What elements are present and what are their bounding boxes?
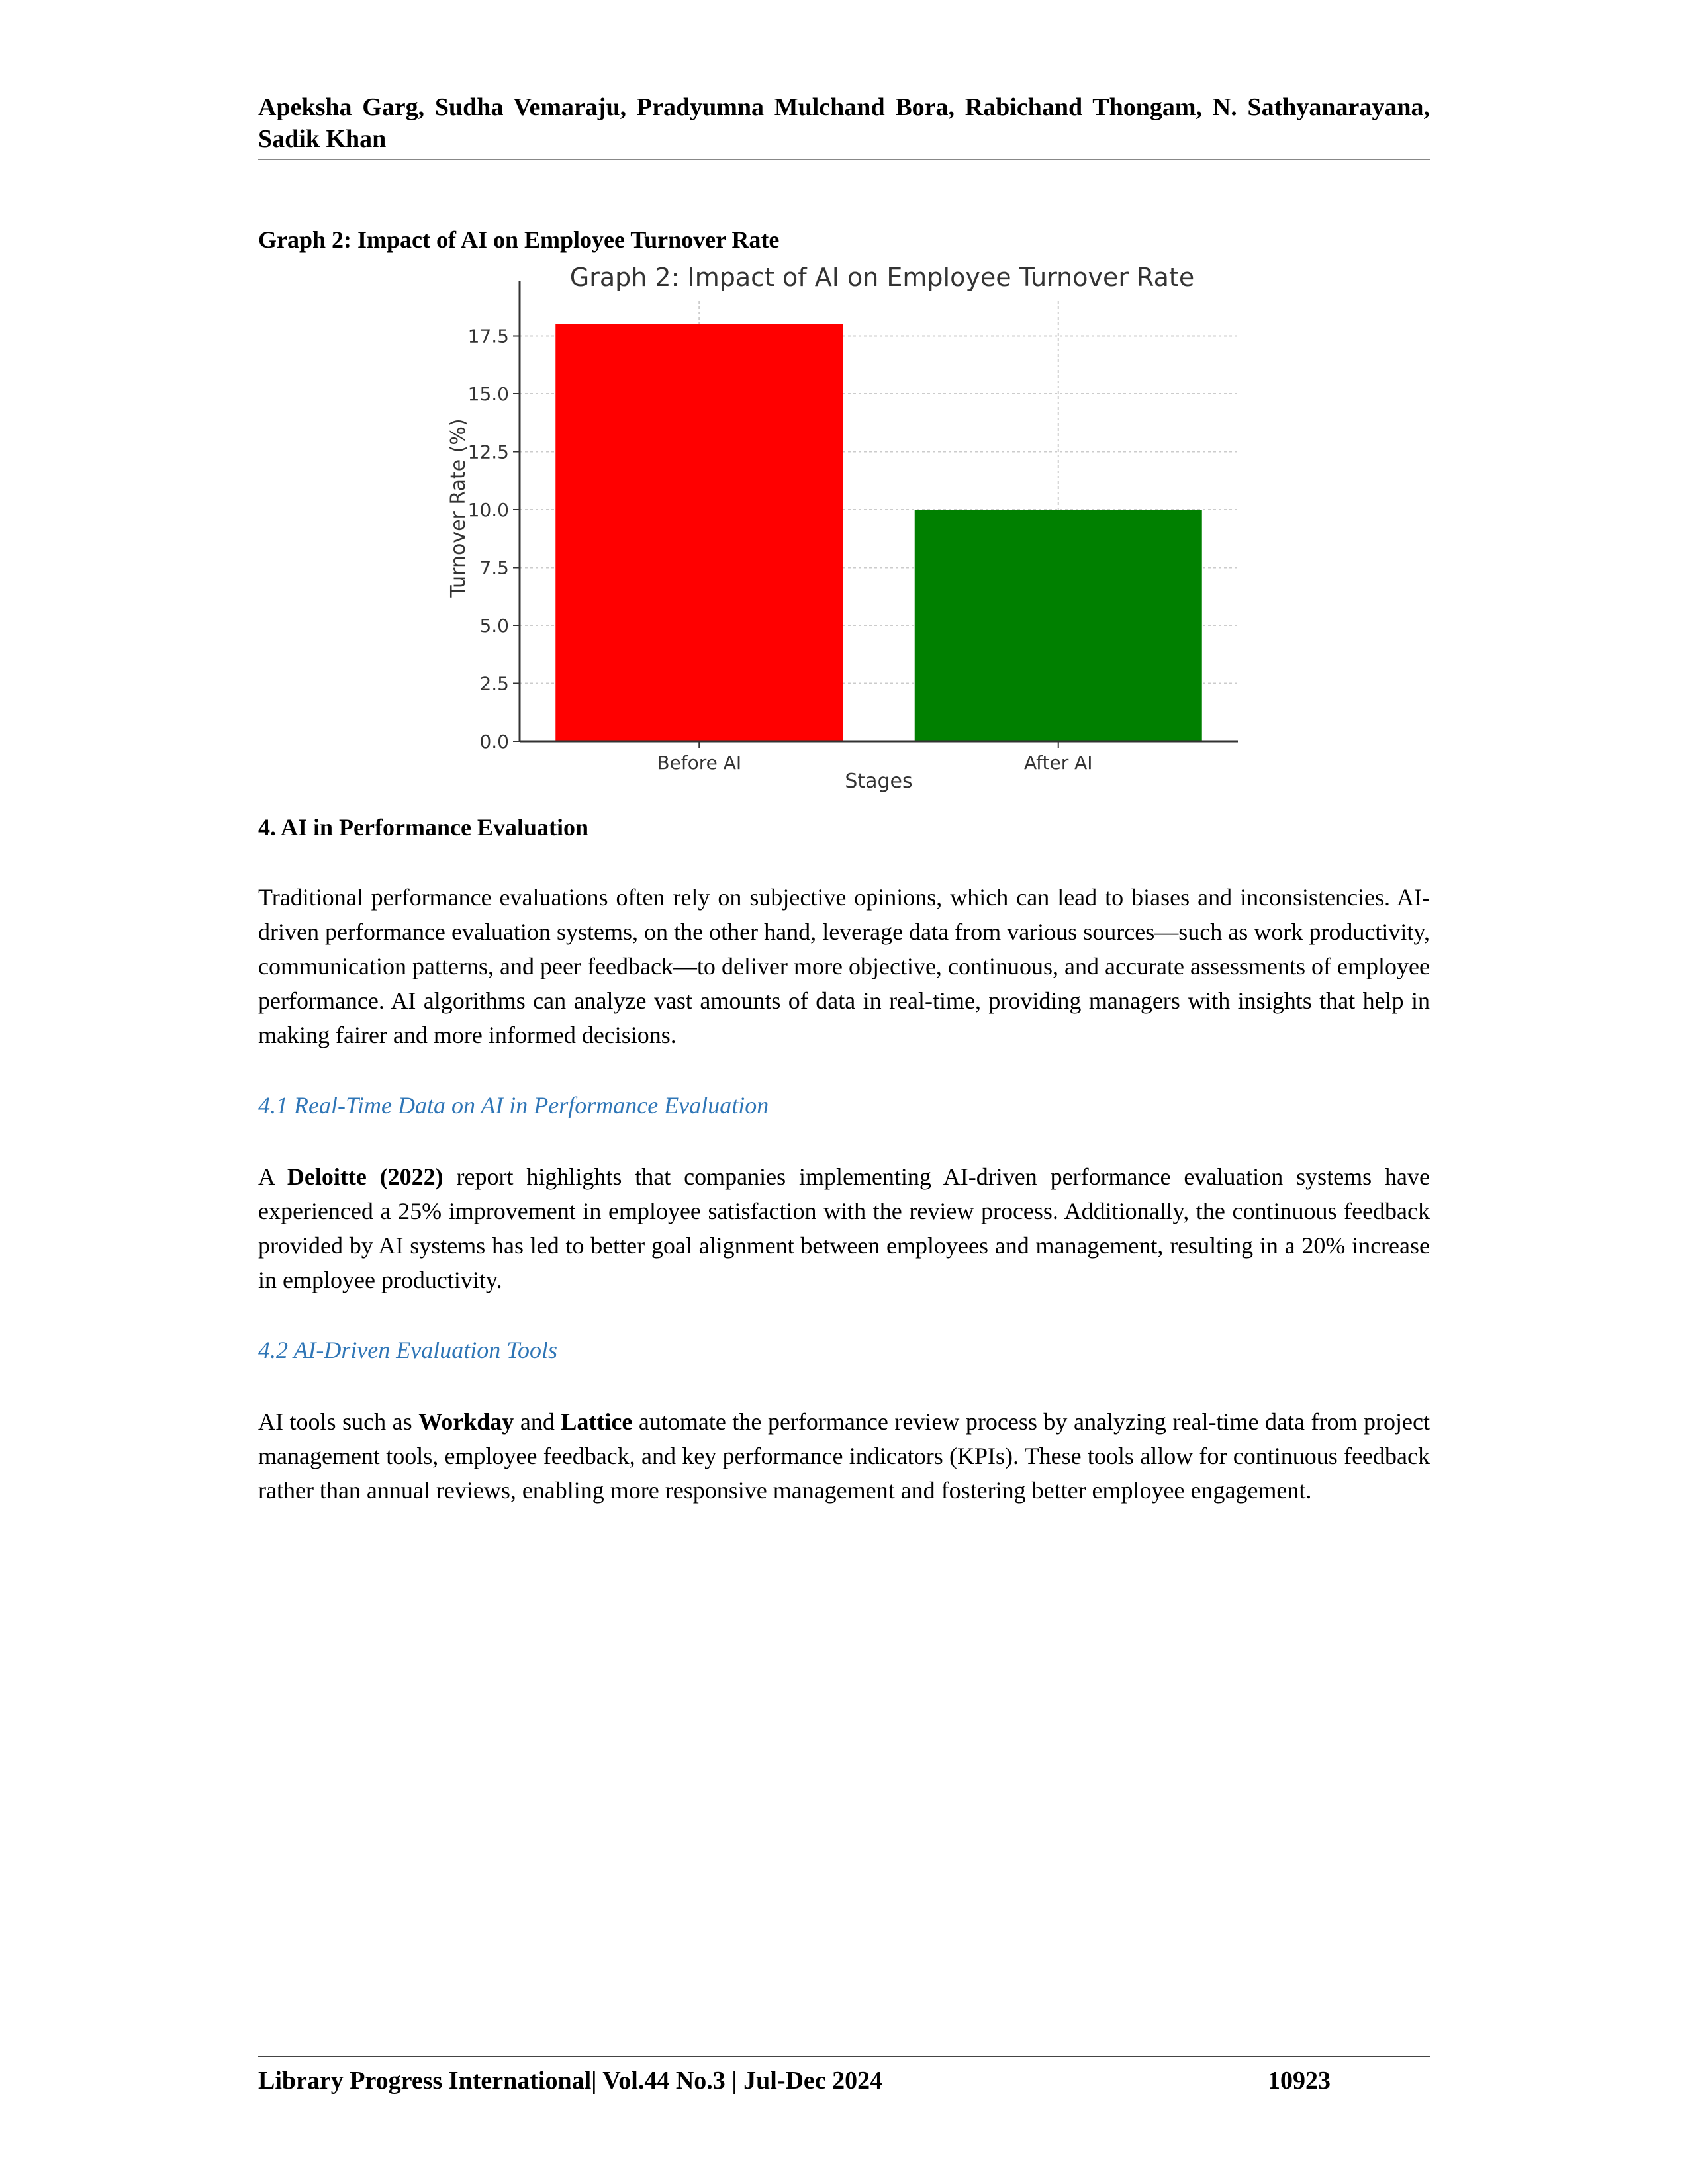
y-axis-label: Turnover Rate (%)	[447, 418, 470, 598]
page-header	[258, 91, 1430, 160]
deloitte-citation: Deloitte (2022)	[287, 1163, 444, 1190]
y-tick-label: 0.0	[479, 731, 509, 752]
lattice-tool: Lattice	[561, 1408, 633, 1435]
footer-page-number: 10923	[1268, 2067, 1331, 2095]
x-tick-label: Before AI	[657, 752, 742, 774]
section-4-2-paragraph	[258, 1404, 1430, 1508]
chart-bars	[555, 324, 1202, 741]
section-4-2-text-mid: and	[514, 1408, 561, 1435]
y-tick-label: 17.5	[467, 325, 509, 347]
page-footer	[258, 2056, 1430, 2099]
section-4-1-heading: 4.1 Real-Time Data on AI in Performance Evaluation	[258, 1092, 769, 1118]
x-tick-label: After AI	[1023, 752, 1093, 774]
y-tick-label: 2.5	[479, 672, 509, 695]
y-tick-label: 7.5	[479, 557, 509, 579]
turnover-bar-chart	[437, 258, 1244, 807]
workday-tool: Workday	[418, 1408, 514, 1435]
section-4-paragraph: Traditional performance evaluations often rely on subjective opinions, which can lead to biases and inconsistencies. AI-driven performance evaluation systems, on the other hand, leverage data from various sources—such as work productivity, communication patterns, and peer feedback—to deliver more objective, continuous, and accurate assessments of employee performance. AI algorithms can analyze vast amounts of data in real-time, providing managers with insights that help in making fairer and more informed decisions.	[258, 884, 1430, 1048]
y-tick-label: 15.0	[467, 383, 509, 405]
section-4-2-text-start: AI tools such as	[258, 1408, 419, 1435]
section-4-1-text-rest: report highlights that companies implementing AI-driven performance evaluation systems have experienced a 25% improvement in employee satisfaction with the review process. Additionally, the continuous feedback provided by AI systems has led to better goal alignment between employees and management, resulting in a 20% increase in employee productivity.	[258, 1163, 1430, 1293]
y-tick-label: 10.0	[467, 499, 509, 521]
bar-after-ai	[915, 510, 1202, 741]
section-4-1-paragraph	[258, 1160, 1430, 1297]
y-tick-label: 12.5	[467, 441, 509, 463]
header-authors: Apeksha Garg, Sudha Vemaraju, Pradyumna Mulchand Bora, Rabichand Thongam, N. Sathyanarayana, Sadik Khan	[258, 93, 1430, 153]
section-4-heading: 4. AI in Performance Evaluation	[258, 814, 588, 841]
chart-svg	[437, 258, 1244, 807]
section-4-2-heading: 4.2 AI-Driven Evaluation Tools	[258, 1337, 557, 1363]
section-4-1-text-start: A	[258, 1163, 287, 1190]
y-tick-label: 5.0	[479, 615, 509, 637]
footer-journal: Library Progress International| Vol.44 No.3 | Jul-Dec 2024	[258, 2067, 883, 2095]
graph-caption: Graph 2: Impact of AI on Employee Turnover Rate	[258, 226, 780, 253]
chart-title: Graph 2: Impact of AI on Employee Turnover Rate	[569, 263, 1195, 292]
section-4-2-text-rest: automate the performance review process by analyzing real-time data from project management tools, employee feedback, and key performance indicators (KPIs). These tools allow for continuous feedback rather than annual reviews, enabling more responsive management and fostering better employee engagement.	[258, 1408, 1430, 1504]
bar-before-ai	[555, 324, 843, 741]
x-axis-label: Stages	[845, 770, 913, 793]
